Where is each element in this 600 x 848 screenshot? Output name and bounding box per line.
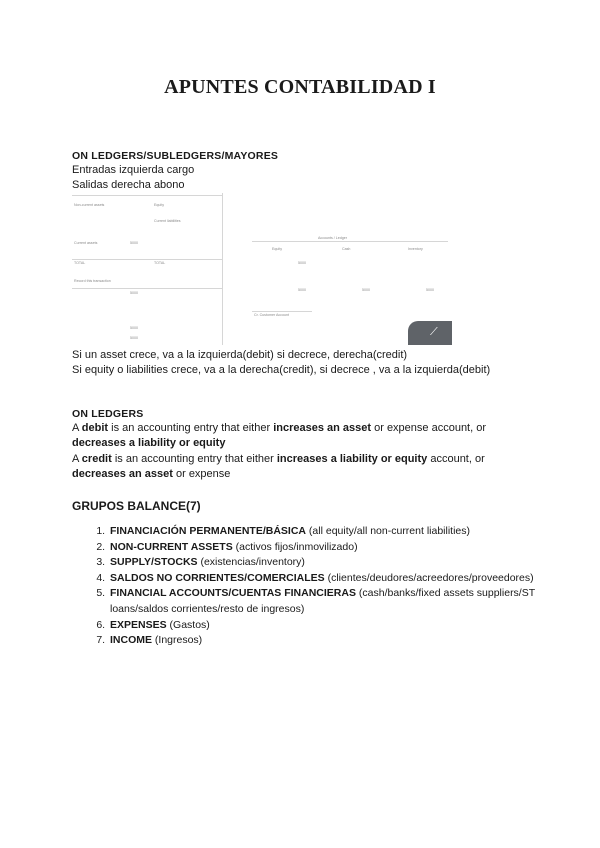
screenshot-label: Non-current assets (74, 203, 105, 207)
screenshot-value: 5000 (426, 288, 434, 292)
credit-definition-line: A credit is an accounting entry that either increases a liability or equity account, or (72, 453, 485, 465)
screenshot-value: 5000 (130, 291, 138, 295)
equity-rule-line: Si equity o liabilities crece, va a la derecha(credit), si decrece , va a la izquierda(debit) (72, 364, 491, 376)
screenshot-value: 5000 (298, 288, 306, 292)
section-heading-ledgers: ON LEDGERS (72, 408, 144, 420)
section-heading-grupos-balance: GRUPOS BALANCE(7) (72, 499, 201, 513)
list-item: 2. NON-CURRENT ASSETS (activos fijos/inmovilizado) (108, 540, 568, 556)
screenshot-col: Cash (342, 247, 351, 251)
list-item: 6. EXPENSES (Gastos) (108, 618, 568, 634)
screenshot-rule (72, 259, 222, 260)
balance-groups-list (72, 524, 568, 649)
screenshot-overlay-widget (408, 321, 452, 345)
screenshot-col: Equity (272, 247, 282, 251)
screenshot-value: 5000 (130, 336, 138, 340)
screen-share-icon: ⟋ (430, 326, 438, 338)
screenshot-rule (72, 288, 222, 289)
exits-right-line: Salidas derecha abono (72, 179, 185, 191)
screenshot-label: TOTAL (154, 261, 166, 265)
screenshot-rule (252, 311, 312, 312)
debit-definition-line: A debit is an accounting entry that either increases an asset or expense account, or (72, 422, 487, 434)
list-item: 3. SUPPLY/STOCKS (existencias/inventory) (108, 555, 568, 571)
screenshot-header: Accounts / Ledger (318, 236, 347, 240)
document-title: APUNTES CONTABILIDAD I (164, 76, 436, 98)
screenshot-value: 5000 (130, 241, 138, 245)
screenshot-divider (222, 193, 223, 345)
asset-rule-line: Si un asset crece, va a la izquierda(debit) si decrece, derecha(credit) (72, 349, 408, 361)
embedded-ledger-screenshot (72, 193, 452, 345)
screenshot-caption: Record this transaction (74, 279, 111, 283)
list-item: 7. INCOME (Ingresos) (108, 633, 568, 649)
screenshot-value: 5000 (130, 326, 138, 330)
debit-definition-line-2: decreases a liability or equity (72, 437, 226, 449)
credit-definition-line-2: decreases an asset or expense (72, 468, 231, 480)
section-heading-ledgers-subledgers: ON LEDGERS/SUBLEDGERS/MAYORES (72, 150, 279, 162)
screenshot-label: TOTAL (74, 261, 86, 265)
screenshot-footer: Cr. Customer Account (254, 313, 289, 317)
screenshot-label: Current liabilities (154, 219, 181, 223)
screenshot-col: Inventory (408, 247, 423, 251)
screenshot-rule (252, 241, 448, 242)
screenshot-value: 5000 (298, 261, 306, 265)
screenshot-value: 5000 (362, 288, 370, 292)
list-item: 4. SALDOS NO CORRIENTES/COMERCIALES (clientes/deudores/acreedores/proveedores) (108, 571, 568, 587)
entries-left-line: Entradas izquierda cargo (72, 164, 195, 176)
list-item: 1. FINANCIACIÓN PERMANENTE/BÁSICA (all equity/all non-current liabilities) (108, 524, 568, 540)
screenshot-rule (72, 195, 222, 196)
screenshot-label: Current assets (74, 241, 98, 245)
screenshot-label: Equity (154, 203, 164, 207)
list-item: 5. FINANCIAL ACCOUNTS/CUENTAS FINANCIERAS (cash/banks/fixed assets suppliers/ST loans/saldos corrientes/resto de ingresos) (108, 586, 568, 617)
